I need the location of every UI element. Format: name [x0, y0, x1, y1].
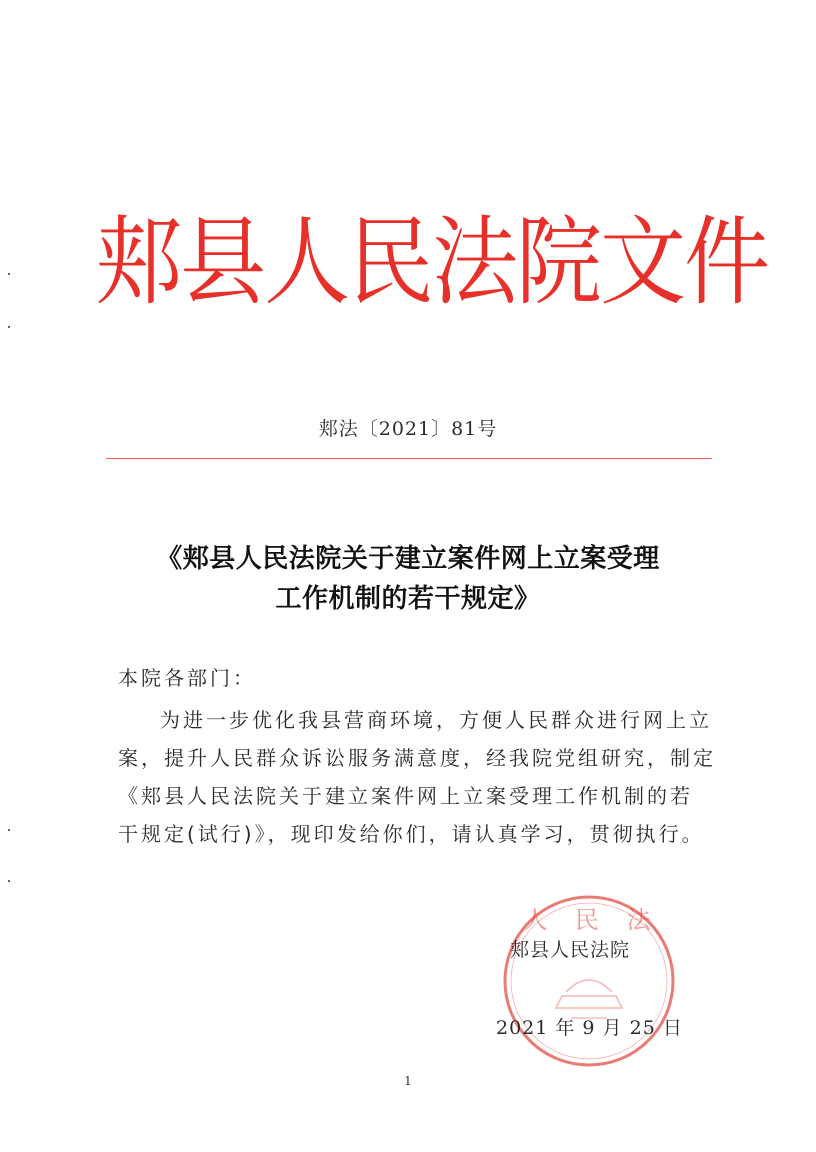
document-number: 郏法〔2021〕81号 [318, 418, 498, 440]
body-line-4: 干规定(试行)》，现印发给你们，请认真学习，贯彻执行。 [118, 822, 705, 846]
body-line-3: 《郏县人民法院关于建立案件网上立案受理工作机制的若 [118, 784, 693, 808]
document-masthead: 郏县人民法院文件 [96, 207, 768, 320]
document-title-line-1: 《郏县人民法院关于建立案件网上立案受理 [156, 544, 660, 574]
scan-speck [8, 829, 10, 831]
body-line-1: 为进一步优化我县营商环境，方便人民群众进行网上立 [160, 708, 712, 732]
scan-speck [8, 273, 10, 275]
issue-date: 2021 年 9 月 25 日 [496, 1017, 683, 1039]
page-number: 1 [404, 1074, 412, 1088]
issuer-signature: 郏县人民法院 [510, 939, 631, 961]
official-seal-icon [496, 888, 682, 1074]
body-line-2: 案，提升人民群众诉讼服务满意度，经我院党组研究，制定 [118, 746, 716, 770]
scan-speck [8, 880, 10, 882]
seal-text: 人 民 法 [523, 906, 661, 934]
red-divider-line [106, 458, 712, 459]
document-title-line-2: 工作机制的若干规定》 [275, 584, 541, 614]
salutation: 本院各部门： [118, 666, 256, 690]
scan-speck [8, 326, 10, 328]
